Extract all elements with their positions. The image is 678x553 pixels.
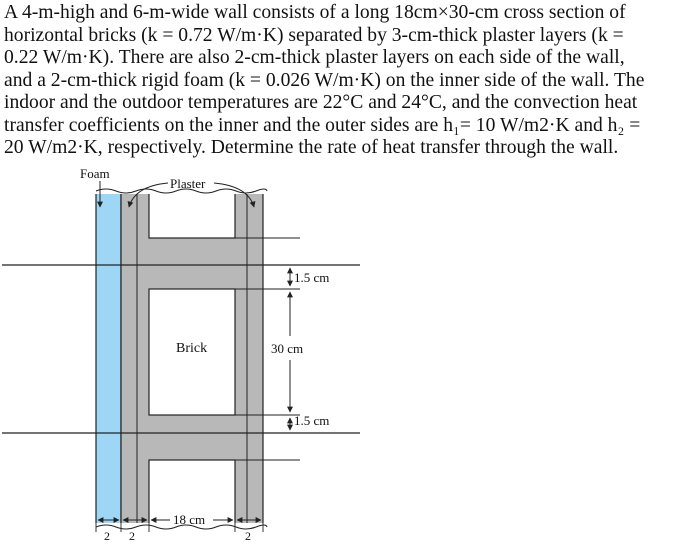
foam-label: Foam [80,166,110,181]
width-label: 18 cm [173,512,206,527]
problem-line: indoor and the outdoor temperatures are 22°C and 24°C, and the convection heat [4,92,638,113]
problem-line: A 4-m-high and 6-m-wide wall consists of a long 18cm×30-cm cross section of [4,2,626,23]
problem-line: 0.22 W/m·K). There are also 2-cm-thick plaster layers on each side of the wall, [4,47,625,68]
top-gap-label: 1.5 cm [294,270,330,285]
height-label: 30 cm [271,341,304,356]
brick-top [149,190,235,238]
problem-line: and a 2-cm-thick rigid foam (k = 0.026 W/m·K) on the inner side of the wall. The [4,69,645,91]
problem-line: horizontal bricks (k = 0.72 W/m·K) separated by 3-cm-thick plaster layers (k = [4,24,624,46]
left-dim-1-label: 2 [104,529,110,543]
right-dim-label: 2 [245,529,251,543]
left-dim-2-label: 2 [129,529,135,543]
problem-line: transfer coefficients on the inner and the outer sides are h₁= 10 W/m2·K and h₂ = [4,114,641,136]
brick-label: Brick [176,341,208,356]
problem-line: 20 W/m2·K, respectively. Determine the rate of heat transfer through the wall. [4,137,619,158]
bottom-gap-label: 1.5 cm [294,413,330,428]
plaster-label: Plaster [170,176,206,191]
foam-layer [96,190,121,527]
